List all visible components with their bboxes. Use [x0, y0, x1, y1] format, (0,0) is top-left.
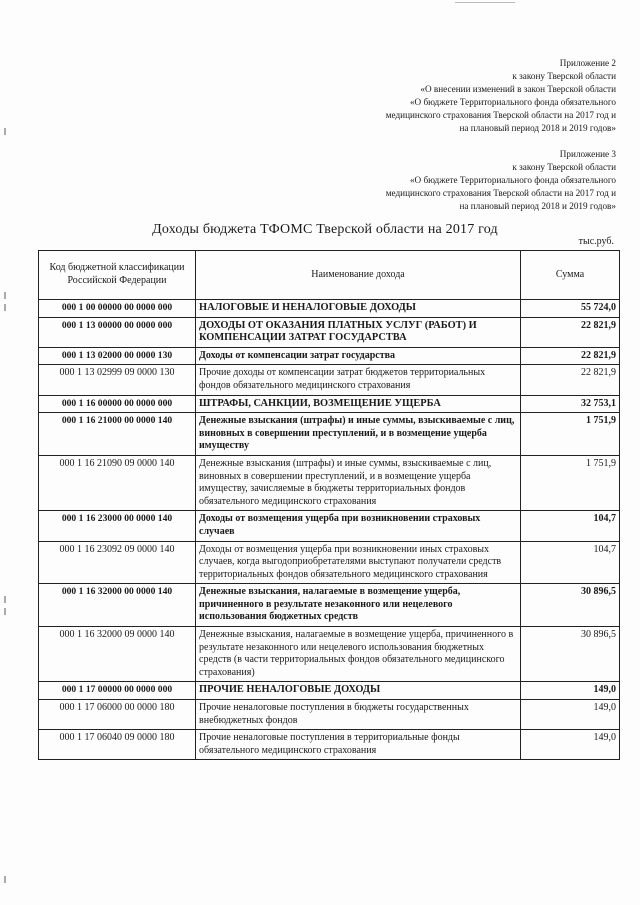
- row-name: Прочие доходы от компенсации затрат бюджетов территориальных фондов обязательного медицинского страхования: [196, 365, 521, 395]
- table-row: [39, 365, 620, 395]
- row-name: Прочие неналоговые поступления в бюджеты государственных внебюджетных фондов: [196, 700, 521, 730]
- header-code: Код бюджетной классификации Российской Федерации: [39, 251, 196, 300]
- table-row: [39, 395, 620, 413]
- appendix-2-header: [386, 57, 616, 135]
- row-sum: 1 751,9: [521, 413, 620, 456]
- appendix2-line: к закону Тверской области: [512, 71, 616, 81]
- table-header-row: [39, 251, 620, 300]
- row-code: 000 1 17 00000 00 0000 000: [39, 682, 196, 700]
- table-row: [39, 700, 620, 730]
- appendix2-line: «О бюджете Территориального фонда обязательного: [409, 97, 616, 107]
- row-name: ПРОЧИЕ НЕНАЛОГОВЫЕ ДОХОДЫ: [196, 682, 521, 700]
- table-row: [39, 584, 620, 627]
- revenue-table: [38, 250, 620, 760]
- row-code: 000 1 13 00000 00 0000 000: [39, 317, 196, 347]
- table-row: [39, 413, 620, 456]
- row-name: Доходы от возмещения ущерба при возникновении иных страховых случаев, когда выгодоприобретателями выступают получатели средств территориальных фондов обязательного медицинского страхования: [196, 541, 521, 584]
- row-sum: 30 896,5: [521, 584, 620, 627]
- row-code: 000 1 16 00000 00 0000 000: [39, 395, 196, 413]
- appendix2-line: «О внесении изменений в закон Тверской области: [420, 84, 616, 94]
- row-code: 000 1 17 06040 09 0000 180: [39, 730, 196, 760]
- document-title: Доходы бюджета ТФОМС Тверской области на 2017 год: [152, 222, 498, 237]
- scan-artifact-line: [455, 2, 515, 3]
- row-code: 000 1 16 21000 00 0000 140: [39, 413, 196, 456]
- row-name: Доходы от возмещения ущерба при возникновении страховых случаев: [196, 511, 521, 541]
- row-sum: 32 753,1: [521, 395, 620, 413]
- row-sum: 104,7: [521, 511, 620, 541]
- appendix3-line: медицинского страхования Тверской области на 2017 год и: [385, 188, 616, 198]
- appendix3-line: к закону Тверской области: [512, 162, 616, 172]
- appendix-3-header: [386, 148, 616, 213]
- units-label: тыс.руб.: [578, 236, 614, 247]
- row-sum: 149,0: [521, 730, 620, 760]
- row-code: 000 1 16 23092 09 0000 140: [39, 541, 196, 584]
- table-row: [39, 682, 620, 700]
- row-sum: 1 751,9: [521, 455, 620, 510]
- scan-edge-marks: [4, 0, 10, 905]
- table-row: [39, 455, 620, 510]
- row-code: 000 1 00 00000 00 0000 000: [39, 300, 196, 318]
- table-row: [39, 730, 620, 760]
- table-row: [39, 627, 620, 682]
- row-name: ШТРАФЫ, САНКЦИИ, ВОЗМЕЩЕНИЕ УЩЕРБА: [196, 395, 521, 413]
- row-name: Денежные взыскания, налагаемые в возмещение ущерба, причиненного в результате незаконного или нецелевого использования бюджетных средств (в части территориальных фондов обязательного медицинского страхования): [196, 627, 521, 682]
- row-name: Денежные взыскания (штрафы) и иные суммы, взыскиваемые с лиц, виновных в совершении преступлений, и в возмещение ущерба имуществу, зачисляемые в бюджеты территориальных фондов обязательного медицинского страхования: [196, 455, 521, 510]
- appendix3-line: Приложение 3: [559, 149, 616, 159]
- row-sum: 30 896,5: [521, 627, 620, 682]
- row-sum: 149,0: [521, 682, 620, 700]
- row-name: Прочие неналоговые поступления в территориальные фонды обязательного медицинского страхования: [196, 730, 521, 760]
- appendix2-line: медицинского страхования Тверской области на 2017 год и: [385, 110, 616, 120]
- row-sum: 104,7: [521, 541, 620, 584]
- row-name: НАЛОГОВЫЕ И НЕНАЛОГОВЫЕ ДОХОДЫ: [196, 300, 521, 318]
- row-sum: 22 821,9: [521, 347, 620, 365]
- table-row: [39, 511, 620, 541]
- row-sum: 22 821,9: [521, 317, 620, 347]
- appendix3-line: «О бюджете Территориального фонда обязательного: [409, 175, 616, 185]
- row-code: 000 1 13 02999 09 0000 130: [39, 365, 196, 395]
- row-code: 000 1 16 32000 09 0000 140: [39, 627, 196, 682]
- header-sum: Сумма: [521, 251, 620, 300]
- row-name: Денежные взыскания (штрафы) и иные суммы, взыскиваемые с лиц, виновных в совершении преступлений, и в возмещение ущерба имуществу: [196, 413, 521, 456]
- appendix3-line: на плановый период 2018 и 2019 годов»: [459, 201, 616, 211]
- header-name: Наименование дохода: [196, 251, 521, 300]
- row-sum: 55 724,0: [521, 300, 620, 318]
- row-sum: 149,0: [521, 700, 620, 730]
- row-code: 000 1 17 06000 00 0000 180: [39, 700, 196, 730]
- row-code: 000 1 16 21090 09 0000 140: [39, 455, 196, 510]
- table-row: [39, 347, 620, 365]
- row-name: Денежные взыскания, налагаемые в возмещение ущерба, причиненного в результате незаконного или нецелевого использования бюджетных средств: [196, 584, 521, 627]
- row-code: 000 1 16 23000 00 0000 140: [39, 511, 196, 541]
- appendix2-line: на плановый период 2018 и 2019 годов»: [459, 123, 616, 133]
- table-body: [39, 300, 620, 760]
- row-name: ДОХОДЫ ОТ ОКАЗАНИЯ ПЛАТНЫХ УСЛУГ (РАБОТ) И КОМПЕНСАЦИИ ЗАТРАТ ГОСУДАРСТВА: [196, 317, 521, 347]
- row-code: 000 1 16 32000 00 0000 140: [39, 584, 196, 627]
- row-name: Доходы от компенсации затрат государства: [196, 347, 521, 365]
- row-code: 000 1 13 02000 00 0000 130: [39, 347, 196, 365]
- row-sum: 22 821,9: [521, 365, 620, 395]
- appendix2-line: Приложение 2: [559, 58, 616, 68]
- table-row: [39, 300, 620, 318]
- table-row: [39, 317, 620, 347]
- table-row: [39, 541, 620, 584]
